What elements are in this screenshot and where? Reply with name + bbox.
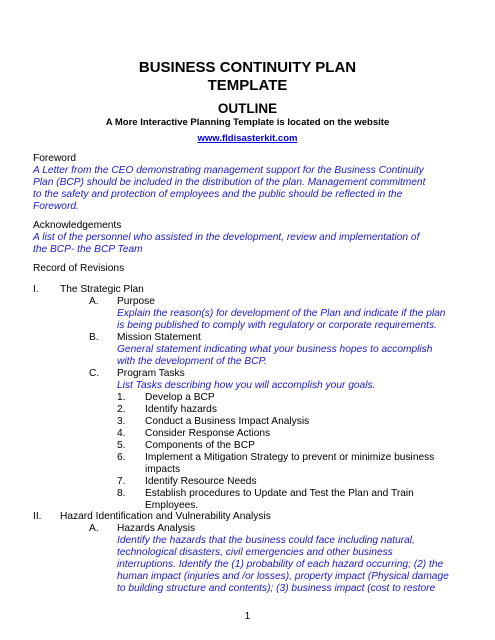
task-number: 7. — [117, 476, 126, 487]
foreword-note-line: A Letter from the CEO demonstrating management support for the Business Continuity — [33, 165, 424, 176]
task-text-continuation: Employees. — [145, 500, 199, 511]
task-text: Identify hazards — [145, 404, 217, 415]
page-number: 1 — [244, 611, 251, 622]
subsection-note-line: Explain the reason(s) for development of the Plan and indicate if the plan — [117, 308, 446, 319]
task-text: Implement a Mitigation Strategy to prevent or minimize business — [145, 452, 435, 463]
acknowledgements-note-line: the BCP- the BCP Team — [33, 244, 143, 255]
task-text: Identify Resource Needs — [145, 476, 257, 487]
section-number: II. — [33, 511, 42, 522]
doc-title-line2: TEMPLATE — [207, 77, 288, 94]
task-number: 8. — [117, 488, 126, 499]
acknowledgements-heading: Acknowledgements — [33, 220, 122, 231]
task-text: Components of the BCP — [145, 440, 255, 451]
subsection-note-line: technological disasters, civil emergencies and other business — [117, 547, 393, 558]
subsection-title: Purpose — [117, 296, 155, 307]
task-number: 5. — [117, 440, 126, 451]
acknowledgements-note-line: A list of the personnel who assisted in the development, review and implementation of — [33, 232, 420, 243]
task-text: Establish procedures to Update and Test the Plan and Train — [145, 488, 414, 499]
task-number: 4. — [117, 428, 126, 439]
foreword-note-line: to the safety and protection of employees and the public should be reflected in the — [33, 189, 403, 200]
task-number: 6. — [117, 452, 126, 463]
subsection-title: Hazards Analysis — [117, 523, 196, 534]
task-text: Conduct a Business Impact Analysis — [145, 416, 310, 427]
task-number: 2. — [117, 404, 126, 415]
foreword-heading: Foreword — [33, 153, 77, 164]
subsection-note-line: interruptions. Identify the (1) probability of each hazard occurring; (2) the — [117, 559, 444, 570]
subsection-title: Program Tasks — [117, 368, 185, 379]
subsection-note-line: General statement indicating what your business hopes to accomplish — [117, 344, 433, 355]
website-link[interactable]: www.fldisasterkit.com — [197, 133, 298, 144]
foreword-note-line: Plan (BCP) should be included in the distribution of the plan. Management commitment — [33, 177, 426, 188]
task-text-continuation: impacts — [145, 464, 181, 475]
subsection-letter: B. — [89, 332, 99, 343]
foreword-note-line: Foreword. — [33, 201, 79, 212]
section-number: I. — [33, 284, 39, 295]
subsection-letter: A. — [89, 296, 99, 307]
task-text: Consider Response Actions — [145, 428, 271, 439]
task-number: 3. — [117, 416, 126, 427]
subsection-note-line: human impact (injuries and /or losses), property impact (Physical damage — [117, 571, 449, 582]
task-number: 1. — [117, 392, 126, 403]
subsection-note-line: List Tasks describing how you will accomplish your goals. — [117, 380, 376, 391]
outline-subtitle: A More Interactive Planning Template is located on the website — [105, 117, 390, 128]
task-text: Develop a BCP — [145, 392, 215, 403]
subsection-title: Mission Statement — [117, 332, 201, 343]
subsection-letter: A. — [89, 523, 99, 534]
doc-title-line1: BUSINESS CONTINUITY PLAN — [138, 59, 357, 76]
revisions-heading: Record of Revisions — [33, 263, 125, 274]
subsection-letter: C. — [89, 368, 100, 379]
subsection-note-line: is being published to comply with regulatory or corporate requirements. — [117, 320, 437, 331]
outline-heading: OUTLINE — [217, 101, 278, 116]
section-title: The Strategic Plan — [60, 284, 144, 295]
subsection-note-line: to building structure and contents); (3) business impact (cost to restore — [117, 583, 436, 594]
section-title: Hazard Identification and Vulnerability Analysis — [60, 511, 271, 522]
subsection-note-line: Identify the hazards that the business could face including natural, — [117, 535, 415, 546]
subsection-note-line: with the development of the BCP. — [117, 356, 267, 367]
